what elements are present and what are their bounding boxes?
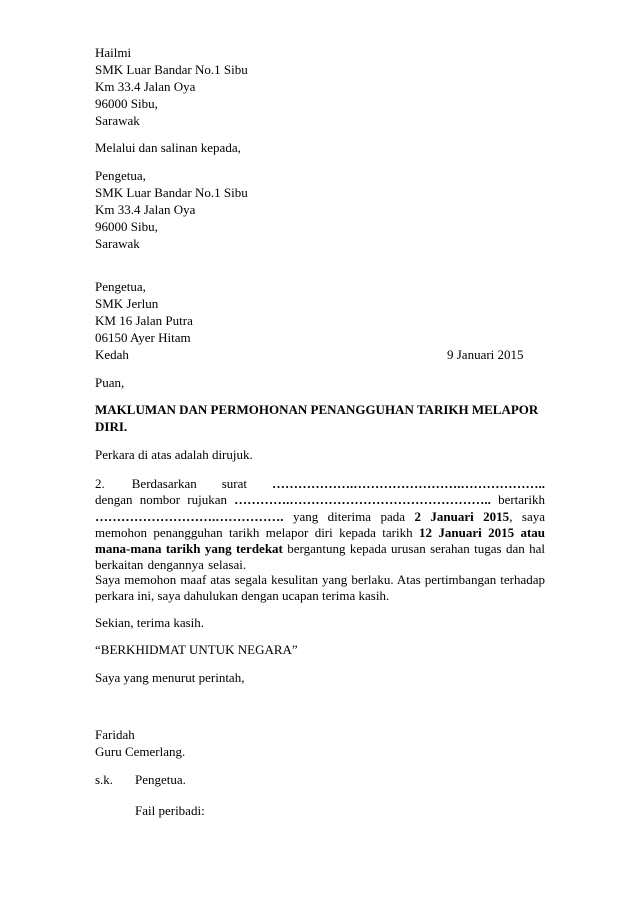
recipient-address-line2: 06150 Ayer Hitam [95,330,191,345]
recipient-state: Kedah [95,347,129,362]
recipient-title: Pengetua, [95,279,146,294]
paragraph-number: 2. [95,476,105,491]
paragraph-2: 2. Berdasarkan surat ……………….…………………….……………….. dengan nombor rujukan ………….……………………………………….. bertarikh ……………………….……………. yang diterima pada 2 Januari 2015, saya memohon penangguhan tarikh melapor diri kepada tarikh 12 Januari 2015 atau mana-mana tarikh yang terdekat bergantung kepada urusan serahan tugas dan hal berkaitan dengannya selasai. [95,476,546,573]
signer-name: Faridah [95,727,135,742]
reference-dots-2: ………….……………………………………….. [234,492,491,508]
letter-date: 9 Januari 2015 [447,347,524,362]
paragraph-apology: Saya memohon maaf atas segala kesulitan yang berlaku. Atas pertimbangan terhadap perkara ini, saya dahulukan dengan ucapan terima kasih. [95,572,545,604]
cc-item-file: Fail peribadi: [135,803,205,818]
sender-address-line1: Km 33.4 Jalan Oya [95,79,196,94]
sender-state: Sarawak [95,113,140,128]
motto: “BERKHIDMAT UNTUK NEGARA” [95,642,298,657]
reference-dots-1: ……………….…………………….……………….. [272,476,545,491]
via-label: Melalui dan salinan kepada, [95,140,241,155]
recipient-school: SMK Jerlun [95,296,159,311]
via-address-line1: Km 33.4 Jalan Oya [95,202,196,217]
reference-dots-3: ……………………….……………. [95,508,284,524]
closing: Sekian, terima kasih. [95,615,205,630]
signer-position: Guru Cemerlang. [95,744,186,759]
salutation: Puan, [95,375,125,390]
via-address-line2: 96000 Sibu, [95,219,158,234]
via-title: Pengetua, [95,168,146,183]
report-date: 12 Januari 2015 atau mana-mana tarikh yang terdekat [95,524,546,557]
received-date: 2 Januari 2015 [414,508,510,524]
paragraph-reference: Perkara di atas adalah dirujuk. [95,447,253,462]
sender-address-line2: 96000 Sibu, [95,96,158,111]
via-state: Sarawak [95,236,140,251]
cc-label: s.k. [95,772,114,787]
via-school: SMK Luar Bandar No.1 Sibu [95,185,248,200]
sender-name: Hailmi [95,45,132,60]
sender-school: SMK Luar Bandar No.1 Sibu [95,62,248,77]
cc-item-principal: Pengetua. [135,772,186,787]
recipient-address-line1: KM 16 Jalan Putra [95,313,193,328]
subject-line-2: DIRI. [95,419,128,434]
signoff: Saya yang menurut perintah, [95,670,245,685]
subject-line-1: MAKLUMAN DAN PERMOHONAN PENANGGUHAN TARIKH MELAPOR [95,402,539,417]
